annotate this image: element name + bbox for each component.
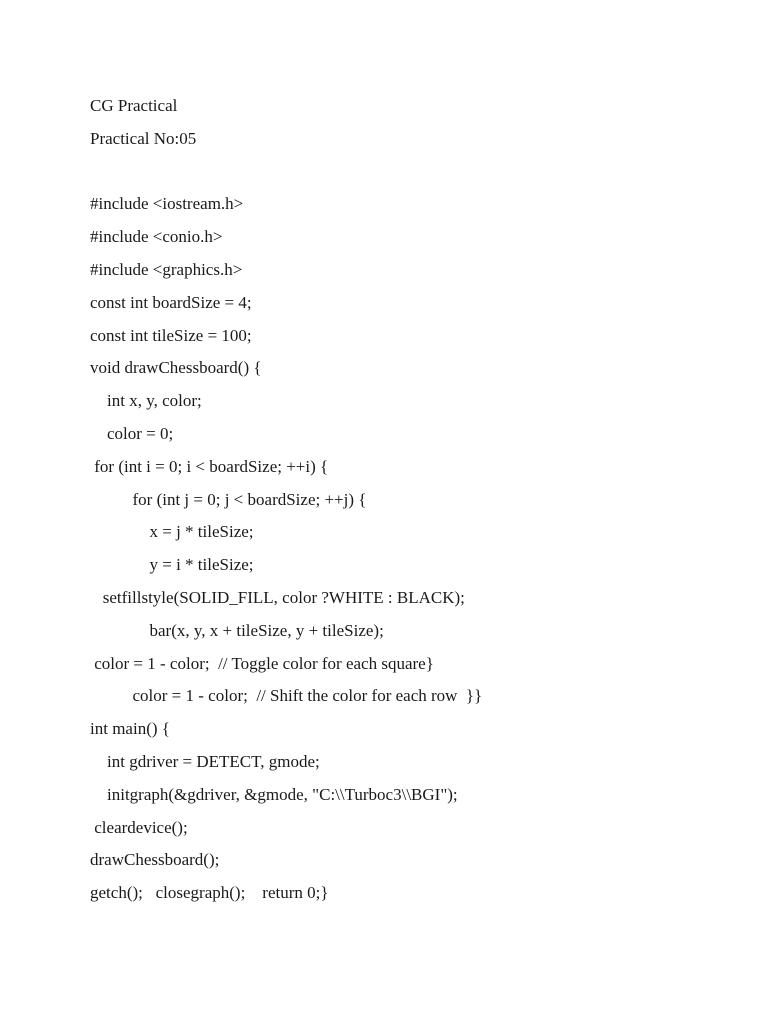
code-line: for (int j = 0; j < boardSize; ++j) {	[90, 489, 367, 509]
code-line: const int boardSize = 4;	[90, 292, 252, 312]
code-line: int x, y, color;	[90, 391, 202, 411]
code-line: setfillstyle(SOLID_FILL, color ?WHITE : BLACK);	[90, 587, 465, 607]
code-line: #include <graphics.h>	[90, 259, 243, 279]
code-line: cleardevice();	[90, 817, 188, 837]
code-line: int main() {	[90, 719, 170, 739]
code-line: int gdriver = DETECT, gmode;	[90, 751, 320, 771]
code-line: color = 1 - color; // Toggle color for each square}	[90, 653, 434, 673]
code-line: color = 1 - color; // Shift the color for each row }}	[90, 686, 483, 706]
code-line: #include <conio.h>	[90, 227, 223, 247]
code-line: bar(x, y, x + tileSize, y + tileSize);	[90, 620, 384, 640]
document-heading: CG Practical	[90, 96, 178, 115]
code-line: color = 0;	[90, 423, 174, 443]
code-line: y = i * tileSize;	[90, 555, 254, 575]
blank-line	[90, 156, 730, 189]
document-body	[90, 90, 730, 910]
code-line: drawChessboard();	[90, 850, 220, 870]
code-line: getch(); closegraph(); return 0;}	[90, 883, 329, 903]
code-line: x = j * tileSize;	[90, 522, 254, 542]
code-line: const int tileSize = 100;	[90, 325, 252, 345]
code-line: #include <iostream.h>	[90, 194, 244, 214]
practical-number: Practical No:05	[90, 128, 197, 148]
code-line: void drawChessboard() {	[90, 358, 262, 378]
code-line: initgraph(&gdriver, &gmode, "C:\\Turboc3\\BGI");	[90, 784, 458, 804]
code-line: for (int i = 0; i < boardSize; ++i) {	[90, 456, 329, 476]
